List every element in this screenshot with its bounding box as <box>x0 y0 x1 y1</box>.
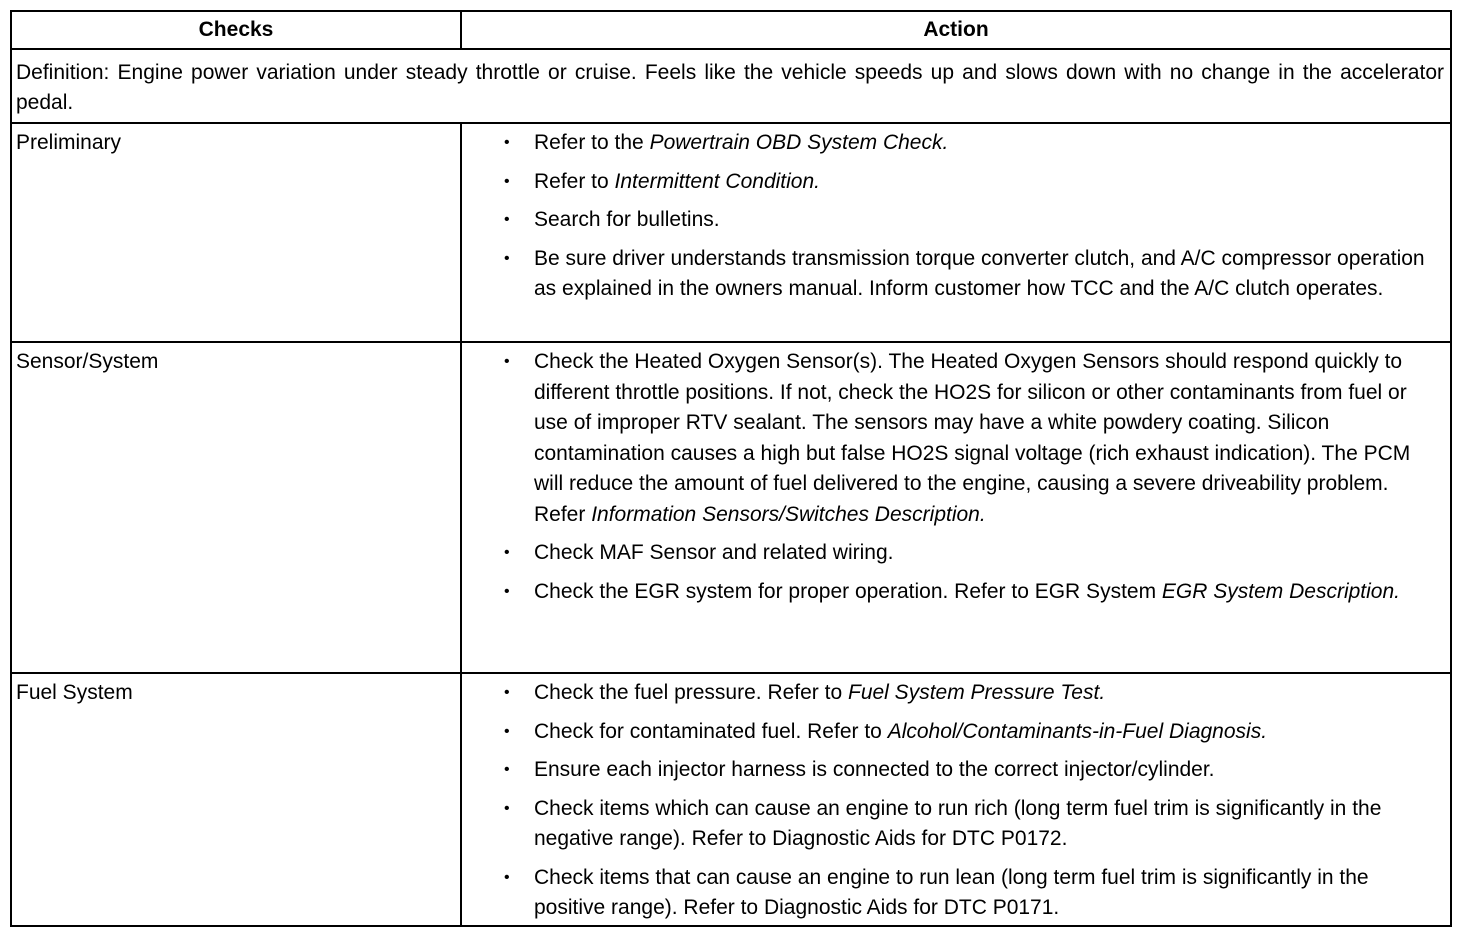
table-row <box>12 124 1450 343</box>
check-label: Sensor/System <box>12 343 462 672</box>
action-text: Refer to the <box>534 131 650 154</box>
reference-text: Intermittent Condition. <box>614 169 820 193</box>
action-text: Be sure driver understands transmission torque converter clutch, and A/C compressor operation as explained in the owners manual. Inform customer how TCC and the A/C clutch operates. <box>534 246 1425 300</box>
bullet-icon: • <box>504 722 510 740</box>
action-item <box>504 717 1438 748</box>
bullet-icon: • <box>504 799 510 817</box>
table-header-row <box>12 12 1450 50</box>
bullet-icon: • <box>504 353 510 370</box>
column-header-checks: Checks <box>12 12 462 48</box>
table-row <box>12 674 1450 925</box>
action-text: Check items that can cause an engine to run lean (long term fuel trim is significantly in the positive range). Refer to Diagnostic Aids for DTC P0171. <box>534 865 1369 919</box>
action-text: Check the fuel pressure. Refer to <box>534 681 848 704</box>
action-item <box>504 347 1438 530</box>
action-text: Check items which can cause an engine to run rich (long term fuel trim is significantly in the negative range). Refer to Diagnostic Aids for DTC P0172. <box>534 796 1382 850</box>
reference-text: Powertrain OBD System Check. <box>649 131 949 154</box>
action-item <box>504 538 1438 569</box>
action-text: Refer to <box>534 169 615 193</box>
bullet-icon: • <box>504 684 510 701</box>
bullet-icon: • <box>504 134 510 151</box>
bullet-icon: • <box>504 582 510 600</box>
action-item <box>504 205 1438 236</box>
bullet-icon: • <box>504 868 510 886</box>
reference-text: Fuel System Pressure Test. <box>848 681 1106 704</box>
action-list <box>462 343 1450 613</box>
action-item <box>504 794 1438 855</box>
action-item <box>504 244 1438 305</box>
column-header-action: Action <box>923 18 989 41</box>
action-text: Check for contaminated fuel. Refer to <box>534 719 888 743</box>
reference-text: Alcohol/Contaminants-in-Fuel Diagnosis. <box>887 719 1268 743</box>
diagnostic-table <box>10 10 1452 927</box>
check-label: Preliminary <box>12 124 462 341</box>
action-list <box>462 674 1450 930</box>
action-item <box>504 167 1438 198</box>
action-text: Ensure each injector harness is connected to the correct injector/cylinder. <box>534 758 1215 781</box>
bullet-icon: • <box>504 211 510 228</box>
reference-text: Information Sensors/Switches Description. <box>591 502 986 526</box>
action-text: Check the EGR system for proper operation. Refer to EGR System <box>534 579 1162 603</box>
action-item <box>504 755 1438 786</box>
bullet-icon: • <box>504 544 510 561</box>
bullet-icon: • <box>504 172 510 190</box>
action-item <box>504 678 1438 709</box>
bullet-icon: • <box>504 761 510 778</box>
action-text: Check MAF Sensor and related wiring. <box>534 541 894 564</box>
action-text: Check the Heated Oxygen Sensor(s). The Heated Oxygen Sensors should respond quickly to different throttle positions. If not, check the HO2S for silicon or other contaminants from fuel or use of improper RTV sealant. The sensors may have a white powdery coating. Silicon contamination causes a high but false HO2S signal voltage (rich exhaust indication). The PCM will reduce the amount of fuel delivered to the engine, causing a severe driveability problem. Refer <box>534 350 1411 526</box>
reference-text: EGR System Description. <box>1161 579 1400 603</box>
definition-row: Definition: Engine power variation under steady throttle or cruise. Feels like the vehicle speeds up and slows down with no change in the accelerator pedal. <box>12 50 1450 124</box>
action-text: Search for bulletins. <box>534 208 720 231</box>
table-row <box>12 343 1450 674</box>
action-item <box>504 863 1438 924</box>
check-label: Fuel System <box>12 674 462 925</box>
action-item <box>504 577 1438 608</box>
action-list <box>462 124 1450 311</box>
bullet-icon: • <box>504 249 510 267</box>
action-item <box>504 128 1438 159</box>
